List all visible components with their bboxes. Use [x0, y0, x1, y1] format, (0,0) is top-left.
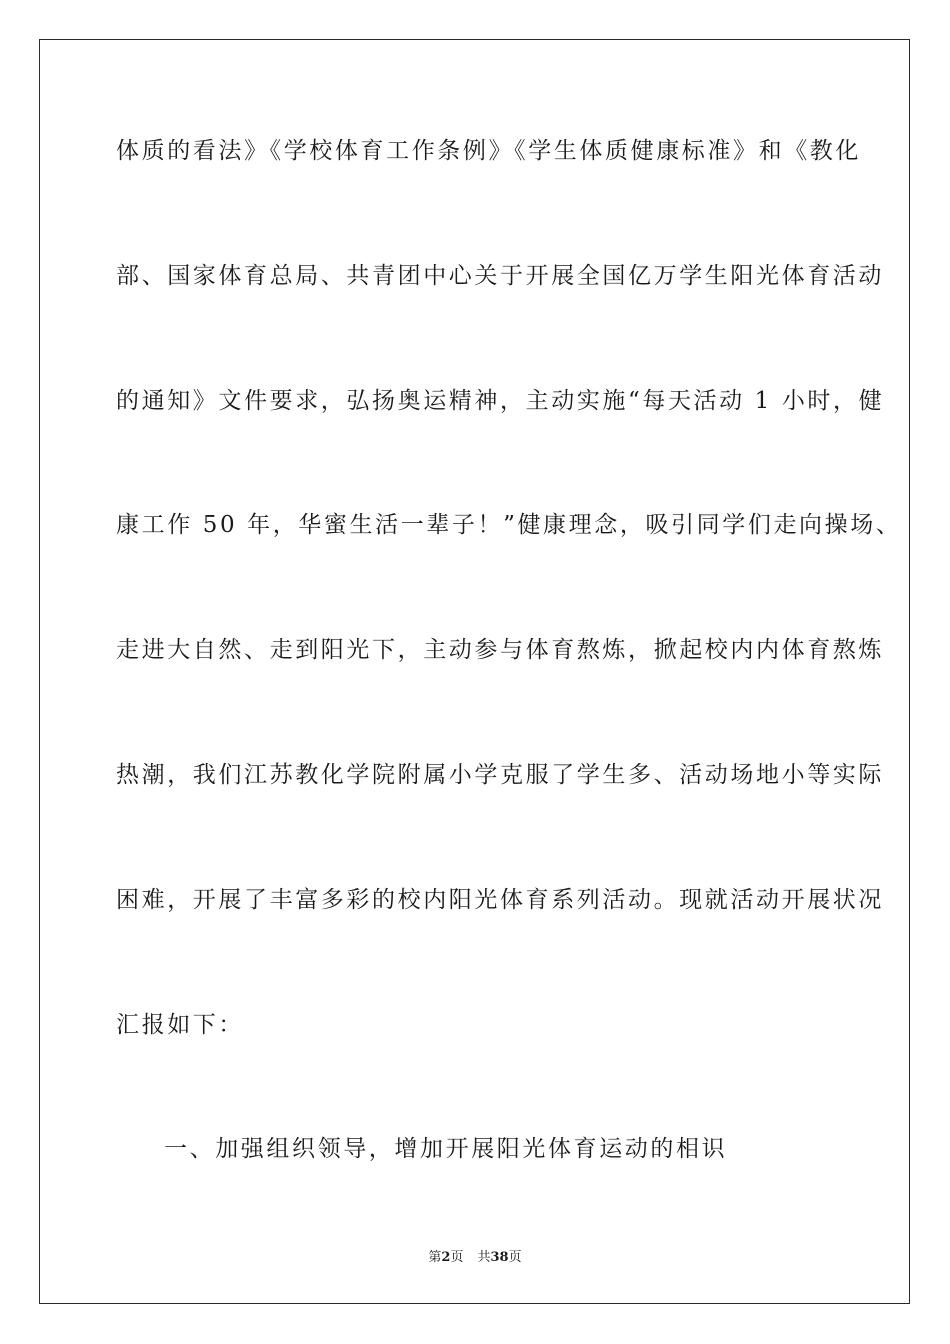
current-page-number: 2 [441, 1250, 451, 1265]
paragraph-line-4: 康工作 50 年，华蜜生活一辈子！”健康理念，吸引同学们走向操场、 [116, 512, 902, 539]
paragraph-line-3: 的通知》文件要求，弘扬奥运精神，主动实施“每天活动 1 小时，健 [116, 387, 885, 414]
section-heading: 一、加强组织领导，增加开展阳光体育运动的相识 [164, 1136, 728, 1163]
paragraph-line-7: 困难，开展了丰富多彩的校内阳光体育系列活动。现就活动开展状况 [116, 886, 884, 913]
total-suffix: 页 [508, 1250, 522, 1265]
paragraph-line-6: 热潮，我们江苏教化学院附属小学克服了学生多、活动场地小等实际 [116, 761, 884, 788]
document-body [116, 124, 902, 1247]
paragraph-line-8: 汇报如下： [116, 1011, 244, 1038]
paragraph-line-1: 体质的看法》《学校体育工作条例》《学生体质健康标准》和《教化 [116, 138, 861, 164]
total-pages: 38 [490, 1250, 509, 1265]
page-prefix: 第 [428, 1250, 442, 1265]
page-footer [0, 1246, 950, 1265]
page-suffix: 页 [450, 1250, 464, 1265]
paragraph-line-2: 部、国家体育总局、共青团中心关于开展全国亿万学生阳光体育活动 [116, 262, 884, 289]
paragraph-line-5: 走进大自然、走到阳光下，主动参与体育熬炼，掀起校内内体育熬炼 [116, 637, 884, 664]
total-prefix: 共 [477, 1250, 491, 1265]
